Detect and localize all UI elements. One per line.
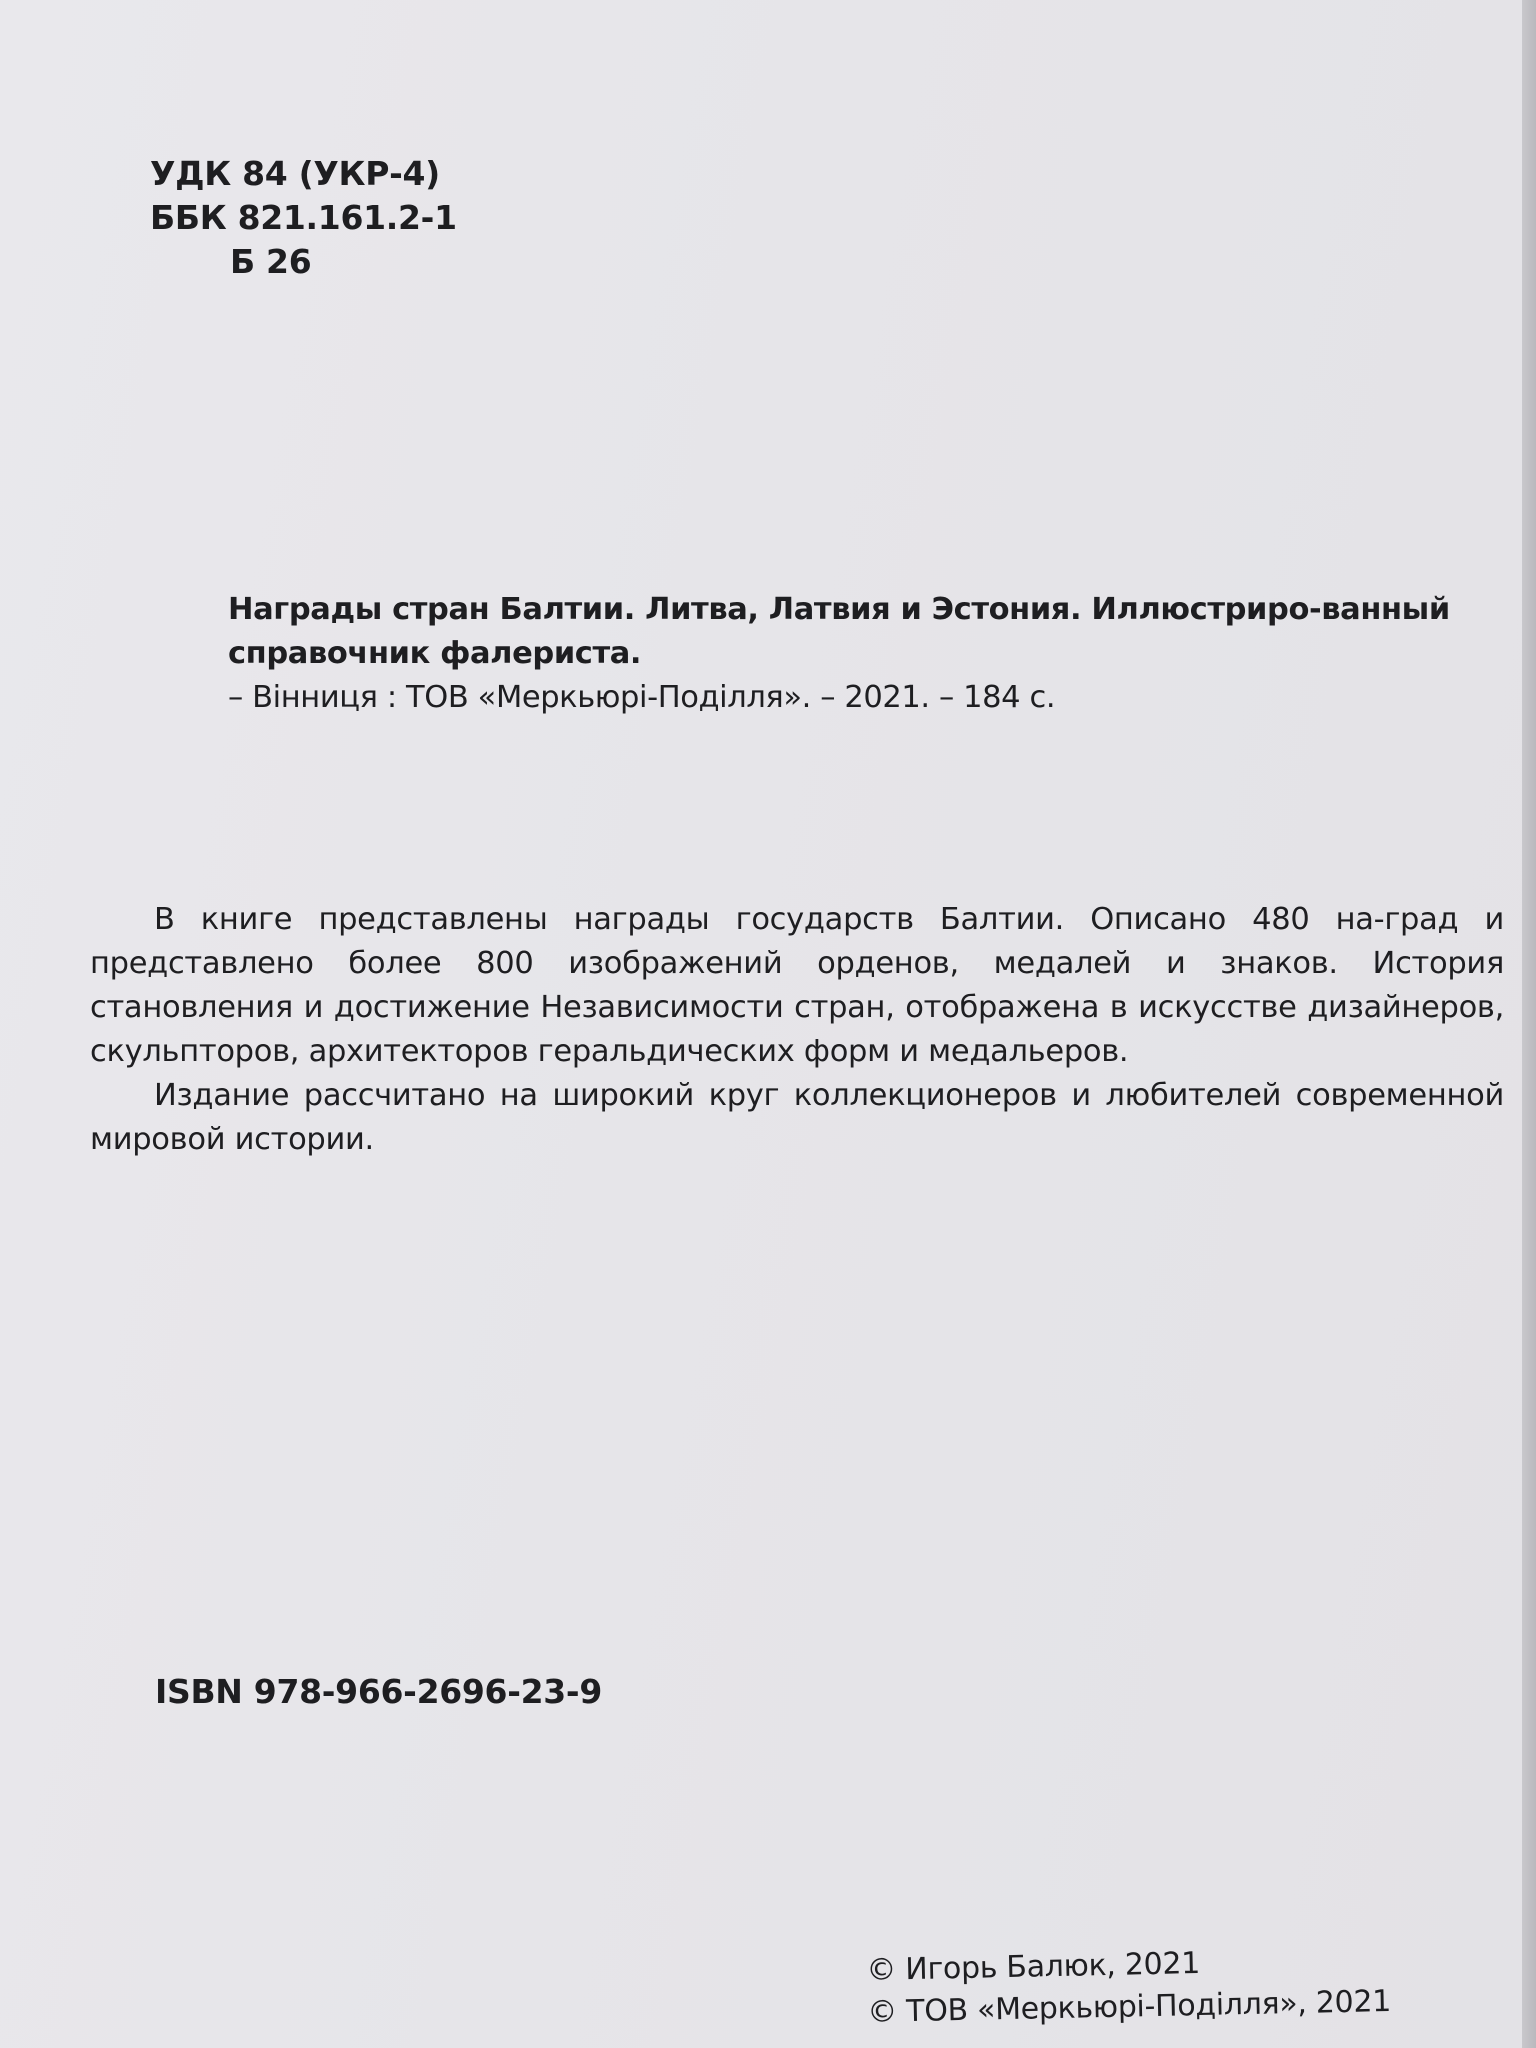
author-mark: Б 26 bbox=[230, 242, 312, 281]
imprint-line: – Вінниця : ТОВ «Меркьюрі-Поділля». – 2021. – 184 с. bbox=[228, 680, 1056, 715]
annotation-paragraph: В книге представлены награды государств Балтии. Описано 480 на-град и представлено более 800 изображений орденов, медалей и знаков. История становления и достижение Независимости стран, отображена в искусстве дизайнеров, скульпторов, архитекторов геральдических форм и медальеров. bbox=[90, 902, 1504, 1069]
book-title: Награды стран Балтии. Литва, Латвия и Эстония. Иллюстриро-ванный справочник фалериста. bbox=[228, 592, 1450, 671]
udk-code: УДК 84 (УКР-4) bbox=[150, 154, 440, 193]
isbn: ISBN 978-966-2696-23-9 bbox=[155, 1672, 602, 1711]
copyright-publisher: © ТОВ «Меркьюрі-Поділля», 2021 bbox=[866, 1984, 1392, 2030]
catalog-entry bbox=[228, 588, 1492, 720]
bbk-code: ББК 821.161.2-1 bbox=[150, 198, 457, 237]
page-edge bbox=[1522, 0, 1536, 2048]
copyright-block bbox=[866, 1939, 1391, 2034]
annotation bbox=[90, 898, 1504, 1162]
classification-block bbox=[150, 152, 457, 284]
annotation-paragraph: Издание рассчитано на широкий круг коллекционеров и любителей современной мировой истории. bbox=[90, 1078, 1504, 1157]
copyright-author: © Игорь Балюк, 2021 bbox=[866, 1946, 1201, 1988]
